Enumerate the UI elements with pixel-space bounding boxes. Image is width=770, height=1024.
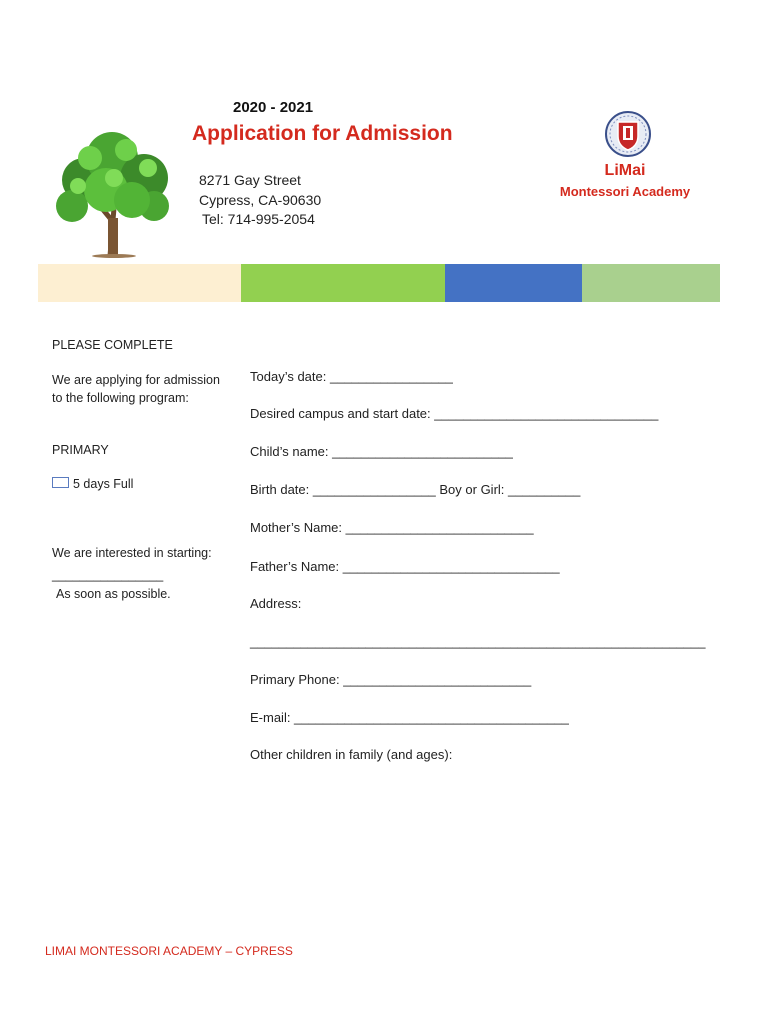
fathers-name-field[interactable]: Father’s Name: ______________________________ — [250, 559, 560, 574]
mothers-name-field[interactable]: Mother’s Name: __________________________ — [250, 520, 534, 535]
color-bar-segment-2 — [241, 264, 445, 302]
five-days-full-checkbox[interactable] — [52, 477, 69, 488]
crest-logo — [604, 110, 652, 158]
five-days-full-label: 5 days Full — [73, 477, 134, 491]
color-bar-segment-4 — [582, 264, 720, 302]
email-field[interactable]: E-mail: ______________________________________ — [250, 710, 569, 725]
color-bar-segment-1 — [38, 264, 241, 302]
other-children-label: Other children in family (and ages): — [250, 747, 453, 762]
birth-date-gender-field[interactable]: Birth date: _________________ Boy or Girl: __________ — [250, 482, 581, 497]
address-city: Cypress, CA-90630 — [199, 192, 322, 208]
as-soon-as-possible-option: As soon as possible. — [56, 587, 171, 601]
child-name-field[interactable]: Child’s name: _________________________ — [250, 444, 513, 459]
footer-text: LIMAI MONTESSORI ACADEMY – CYPRESS — [45, 944, 293, 958]
address-street: 8271 Gay Street — [199, 172, 301, 188]
program-label: PRIMARY — [52, 443, 109, 457]
brand-subtitle: Montessori Academy — [559, 184, 691, 199]
desired-campus-field[interactable]: Desired campus and start date: _______________________________ — [250, 406, 659, 421]
interested-starting-label: We are interested in starting: — [52, 546, 212, 560]
address-label: Address: — [250, 596, 302, 611]
todays-date-field[interactable]: Today’s date: _________________ — [250, 369, 453, 384]
brand-name: LiMai — [604, 162, 646, 179]
color-bar-segment-3 — [445, 264, 582, 302]
primary-phone-field[interactable]: Primary Phone: __________________________ — [250, 672, 532, 687]
applying-text-line1: We are applying for admission — [52, 373, 220, 387]
page-title: Application for Admission — [192, 122, 453, 145]
school-year: 2020 - 2021 — [233, 99, 314, 116]
tree-icon — [44, 128, 184, 258]
phone-number: Tel: 714-995-2054 — [202, 211, 315, 227]
address-field[interactable]: _______________________________________________________________ — [250, 634, 706, 649]
start-date-field[interactable]: ________________ — [52, 568, 164, 582]
applying-text-line2: to the following program: — [52, 391, 189, 405]
please-complete-label: PLEASE COMPLETE — [52, 338, 173, 352]
